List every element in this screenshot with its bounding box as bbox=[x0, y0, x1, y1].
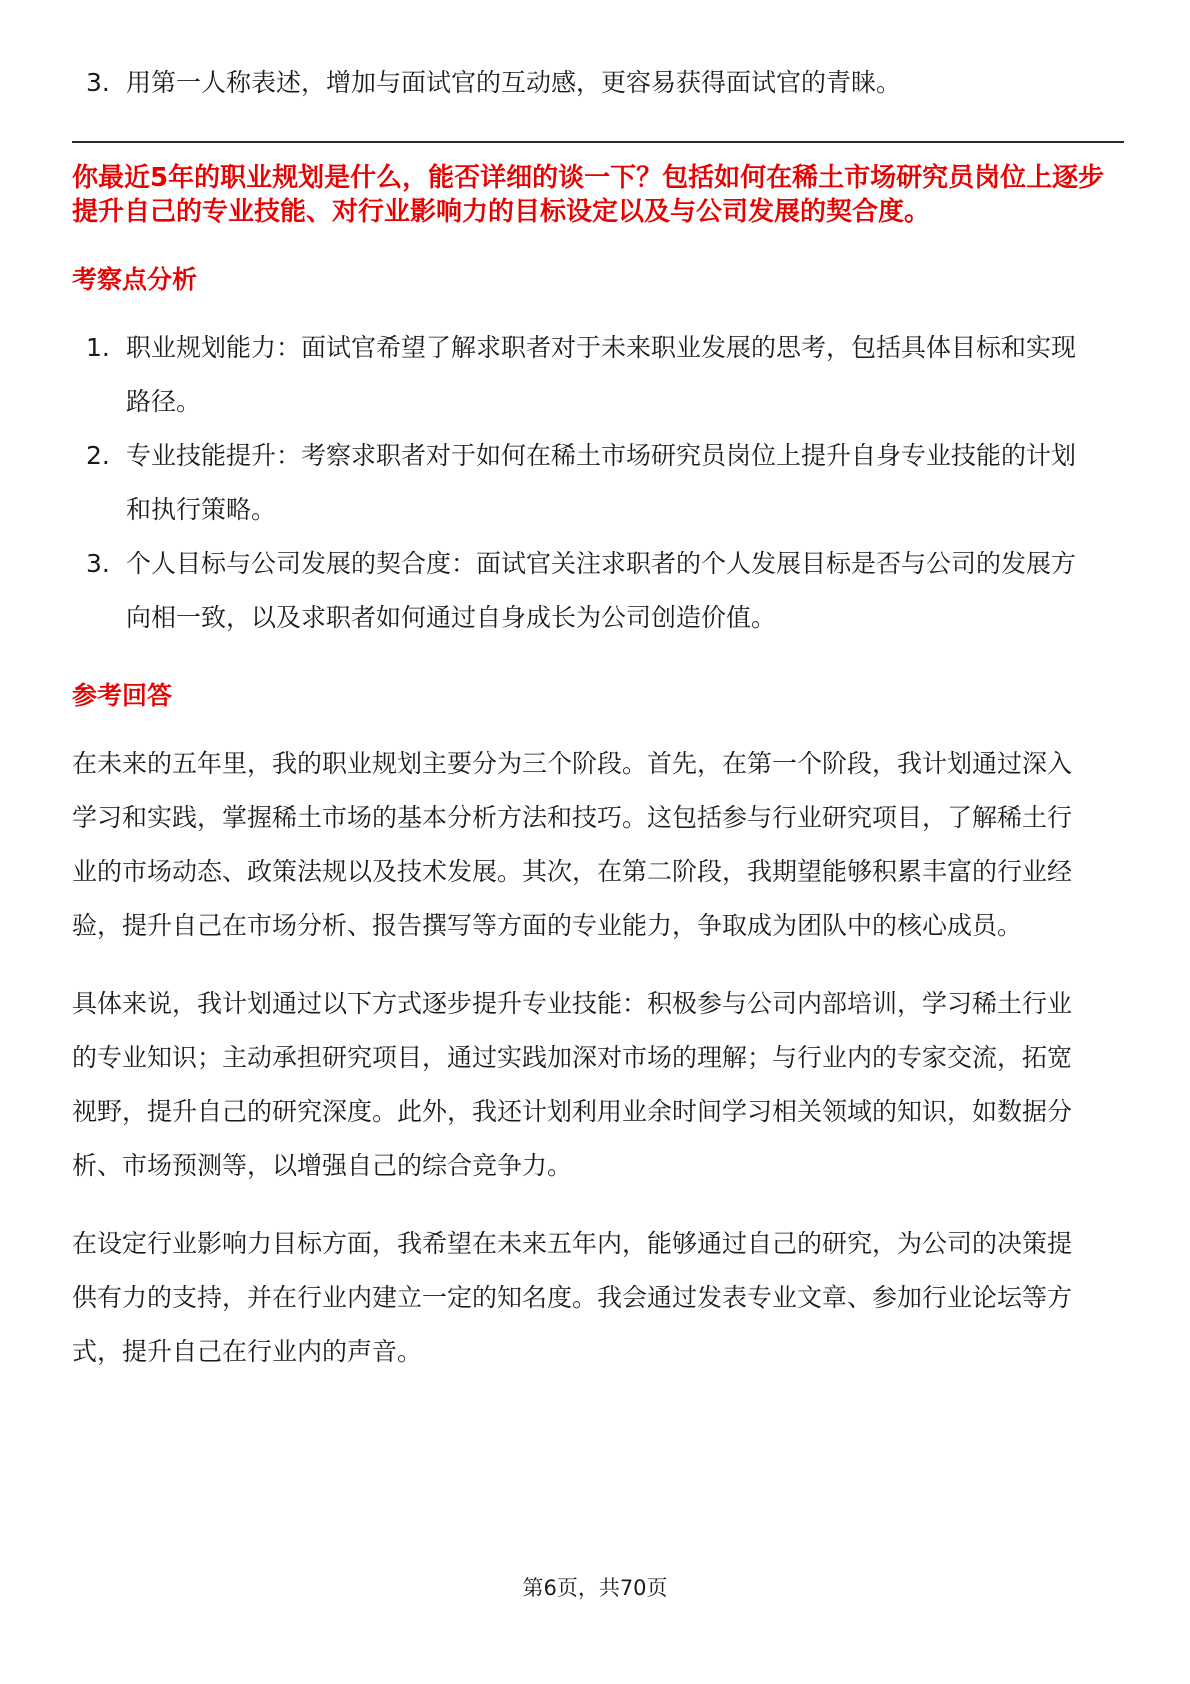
analysis-item-text: 个人目标与公司发展的契合度：面试官关注求职者的个人发展目标是否与公司的发展方向相一致，以及求职者如何通过自身成长为公司创造价值。 bbox=[126, 549, 1077, 632]
analysis-item bbox=[86, 537, 1096, 645]
list-item-text: 用第一人称表述，增加与面试官的互动感，更容易获得面试官的青睐。 bbox=[126, 68, 902, 97]
answer-paragraph: 在设定行业影响力目标方面，我希望在未来五年内，能够通过自己的研究，为公司的决策提供有力的支持，并在行业内建立一定的知名度。我会通过发表专业文章、参加行业论坛等方式，提升自己在行业内的声音。 bbox=[72, 1229, 1073, 1366]
interview-question: 你最近5年的职业规划是什么，能否详细的谈一下？包括如何在稀土市场研究员岗位上逐步提升自己的专业技能、对行业影响力的目标设定以及与公司发展的契合度。 bbox=[72, 163, 1105, 227]
answer-paragraph: 在未来的五年里，我的职业规划主要分为三个阶段。首先，在第一个阶段，我计划通过深入学习和实践，掌握稀土市场的基本分析方法和技巧。这包括参与行业研究项目，了解稀土行业的市场动态、政策法规以及技术发展。其次，在第二阶段，我期望能够积累丰富的行业经验，提升自己在市场分析、报告撰写等方面的专业能力，争取成为团队中的核心成员。 bbox=[72, 749, 1073, 940]
analysis-heading: 考察点分析 bbox=[72, 265, 198, 294]
analysis-list bbox=[72, 321, 1124, 645]
analysis-item-number: 1. bbox=[86, 333, 110, 362]
answer-paragraph: 具体来说，我计划通过以下方式逐步提升专业技能：积极参与公司内部培训，学习稀土行业的专业知识；主动承担研究项目，通过实践加深对市场的理解；与行业内的专家交流，拓宽视野，提升自己的研究深度。此外，我还计划利用业余时间学习相关领域的知识，如数据分析、市场预测等，以增强自己的综合竞争力。 bbox=[72, 989, 1073, 1180]
page-number-footer: 第6页，共70页 bbox=[522, 1576, 668, 1600]
analysis-item-text: 专业技能提升：考察求职者对于如何在稀土市场研究员岗位上提升自身专业技能的计划和执行策略。 bbox=[126, 441, 1077, 524]
section-divider bbox=[72, 141, 1124, 143]
list-item bbox=[86, 58, 1124, 108]
analysis-item-text: 职业规划能力：面试官希望了解求职者对于未来职业发展的思考，包括具体目标和实现路径。 bbox=[126, 333, 1077, 416]
answer-heading: 参考回答 bbox=[72, 681, 173, 710]
list-item-number: 3. bbox=[86, 68, 110, 97]
analysis-item bbox=[86, 321, 1096, 429]
analysis-item-number: 3. bbox=[86, 549, 110, 578]
analysis-item bbox=[86, 429, 1096, 537]
analysis-item-number: 2. bbox=[86, 441, 110, 470]
page-content bbox=[72, 58, 1124, 1403]
